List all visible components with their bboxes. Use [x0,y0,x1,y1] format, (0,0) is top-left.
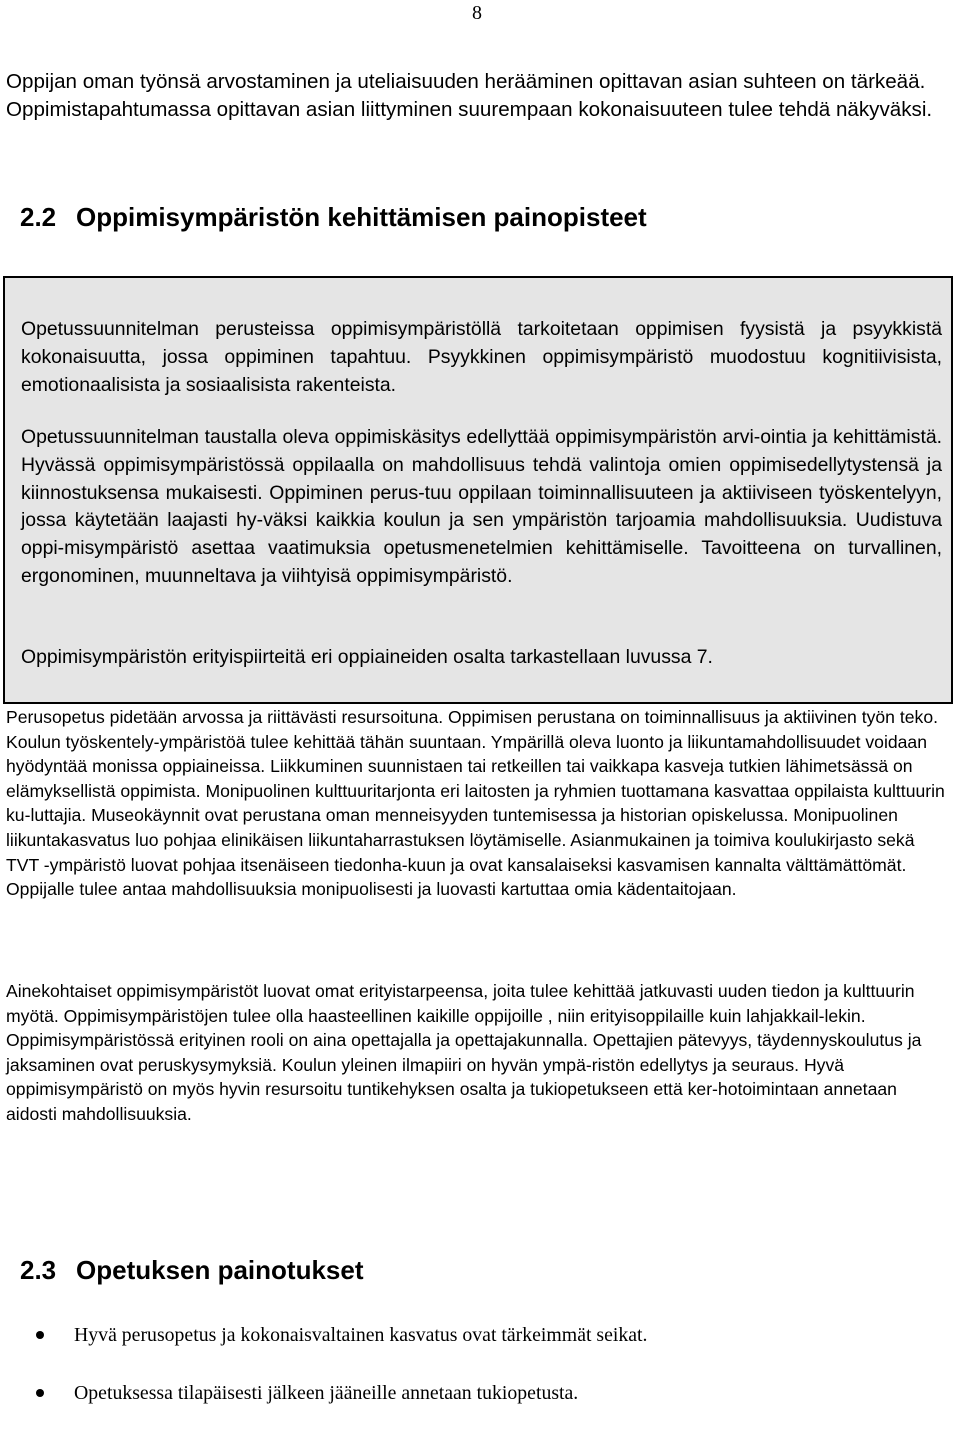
body-paragraph-1: Perusopetus pidetään arvossa ja riittävästi resursoituna. Oppimisen perustana on toiminnallisuus ja aktiivinen työn teko. Koulun työskentely-ympäristöä tulee kehittää tähän suuntaan. Ympärillä oleva luonto ja liikuntamahdollisuudet voidaan hyödyntää monissa oppiaineissa. Liikkuminen suunnistaen tai retkeillen tai vaikkapa kasveja tutkien lähimetsässä on elämyksellistä oppimista. Monipuolinen kulttuuritarjonta eri laitosten ja ryhmien tuottamana kasvattaa oppilaista kulttuurin ku-luttajia. Museokäynnit ovat perustana oman menneisyyden tuntemisessa ja historian opiskelussa. Monipuolinen liikuntakasvatus luo pohjaa elinikäisen liikuntaharrastuksen löytämiselle. Asianmukainen ja toimiva koulukirjasto sekä TVT -ympäristö luovat pohjaa itsenäiseen tiedonha-kuun ja ovat kansalaiseksi kasvamisen kannalta välttämättömät. Oppijalle tulee antaa mahdollisuuksia monipuolisesti ja luovasti kartuttaa omia kädentaitojaan. [6,707,945,900]
bullet-icon [36,1331,44,1339]
section-heading-2-2 [20,201,647,233]
page-number: 8 [472,2,482,24]
bullet-list [0,1318,940,1434]
box-paragraph-2: Opetussuunnitelman taustalla oleva oppimiskäsitys edellyttää oppimisympäristön arvi-ointia ja kehittämistä. Hyvässä oppimisympäristössä oppilaalla on mahdollisuus tehdä valintoja omien oppimisedellytystensä ja kiinnostuksensa mukaisesti. Oppiminen perus-tuu oppilaan toiminnallisuuteen ja aktiiviseen työskentelyyn, jossa käytetään laajasti hy-väksi kaikkia koulun ja sen ympäristön tarjoamia mahdollisuuksia. Uudistuva oppi-misympäristö asettaa vaatimuksia opetusmenetelmien kehittämiselle. Tavoitteena on turvallinen, ergonominen, muunneltava ja viihtyisä oppimisympäristö. [21,426,942,587]
list-item [0,1376,940,1434]
section-title: Oppimisympäristön kehittämisen painopisteet [76,202,647,232]
highlight-box [3,276,953,704]
section-heading-2-3 [20,1254,364,1286]
box-paragraph-3: Oppimisympäristön erityispiirteitä eri oppiaineiden osalta tarkastellaan luvussa 7. [21,646,713,668]
section-title: Opetuksen painotukset [76,1255,364,1285]
list-item-text: Hyvä perusopetus ja kokonaisvaltainen kasvatus ovat tärkeimmät seikat. [74,1324,648,1346]
section-number: 2.3 [20,1255,57,1285]
body-paragraph-2: Ainekohtaiset oppimisympäristöt luovat omat erityistarpeensa, joita tulee kehittää jatkuvasti uuden tiedon ja kulttuurin myötä. Oppimisympäristöjen tulee olla haasteellinen kaikille oppijoille , niin erityisoppilaille kuin lahjakkail-lekin. Oppimisympäristössä erityinen rooli on aina opettajalla ja opettajakunnalla. Opettajien pätevyys, täydennyskoulutus ja jaksaminen ovat peruskysymyksiä. Koulun yleinen ilmapiiri on hyvän ympä-ristön edellytys ja seuraus. Hyvä oppimisympäristö on myös hyvin resursoitu tuntikehyksen osalta ja tukiopetukseen että ker-hotoimintaan annetaan aidosti mahdollisuuksia. [6,981,922,1124]
bullet-icon [36,1389,44,1397]
list-item-text: Opetuksessa tilapäisesti jälkeen jääneille annetaan tukiopetusta. [74,1382,579,1404]
list-item [0,1318,940,1376]
box-paragraph-1: Opetussuunnitelman perusteissa oppimisympäristöllä tarkoitetaan oppimisen fyysistä ja psyykkistä kokonaisuutta, jossa oppiminen tapahtuu. Psyykkinen oppimisympäristö muodostuu kognitiivisista, emotionaalisista ja sosiaalisista rakenteista. [21,318,942,396]
section-number: 2.2 [20,202,57,232]
intro-paragraph: Oppijan oman työnsä arvostaminen ja uteliaisuuden herääminen opittavan asian suhteen on tärkeää. Oppimistapahtumassa opittavan asian liittyminen suurempaan kokonaisuuteen tulee tehdä näkyväksi. [6,70,933,121]
